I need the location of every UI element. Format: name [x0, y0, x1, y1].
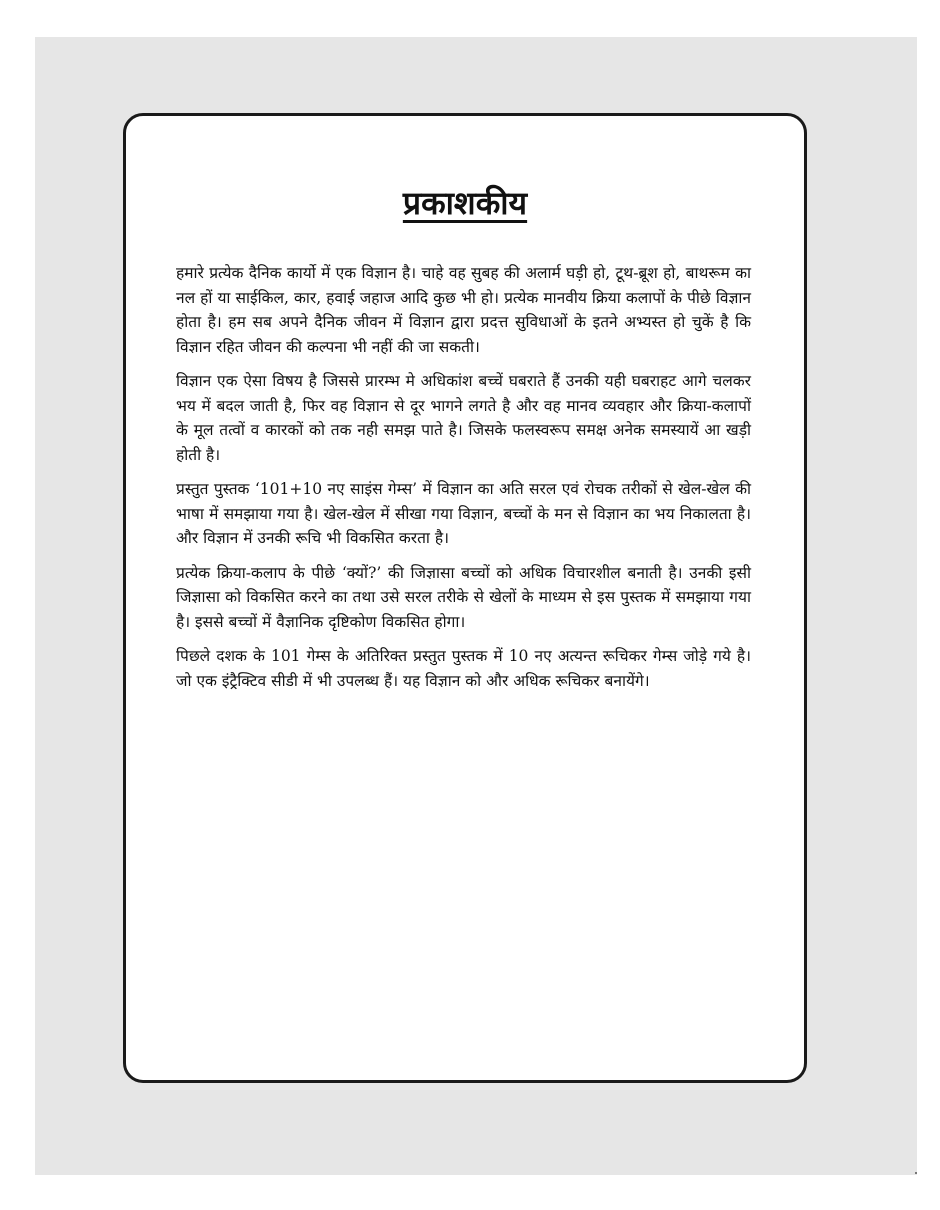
page-frame — [123, 113, 807, 1083]
paragraph-1: हमारे प्रत्येक दैनिक कार्यो में एक विज्ञान है। चाहे वह सुबह की अलार्म घड़ी हो, टूथ-ब्रूश हो, बाथरूम का नल हों या साईकिल, कार, हवाई जहाज आदि कुछ भी हो। प्रत्येक मानवीय क्रिया कलापों के पीछे विज्ञान होता है। हम सब अपने दैनिक जीवन में विज्ञान द्वारा प्रदत्त सुविधाओं के इतने अभ्यस्त हो चुकें है कि विज्ञान रहित जीवन की कल्पना भी नहीं की जा सकती। — [176, 264, 751, 356]
page-title-text: प्रकाशकीय — [402, 184, 528, 222]
paragraph-4: प्रत्येक क्रिया-कलाप के पीछे ‘क्यों?’ की जिज्ञासा बच्चों को अधिक विचारशील बनाती है। उनकी इसी जिज्ञासा को विकसित करने का तथा उसे सरल तरीके से खेलों के माध्यम से इस पुस्तक में समझाया गया है। इससे बच्चों में वैज्ञानिक दृष्टिकोण विकसित होगा। — [176, 563, 751, 631]
page-title — [126, 181, 804, 224]
paragraph-5: पिछले दशक के 101 गेम्स के अतिरिक्त प्रस्तुत पुस्तक में 10 नए अत्यन्त रूचिकर गेम्स जोड़े गये है। जो एक इंट्रैक्टिव सीडी में भी उपलब्ध हैं। यह विज्ञान को और अधिक रूचिकर बनायेंगे। — [176, 647, 751, 690]
paragraph-2: विज्ञान एक ऐसा विषय है जिससे प्रारम्भ मे अधिकांश बच्चें घबराते हैं उनकी यही घबराहट आगे चलकर भय में बदल जाती है, फिर वह विज्ञान से दूर भागने लगते है और वह मानव व्यवहार और क्रिया-कलापों के मूल तत्वों व कारकों को तक नही समझ पाते है। जिसके फलस्वरूप समक्ष अनेक समस्यायें आ खड़ी होती है। — [176, 372, 751, 464]
paragraph-3: प्रस्तुत पुस्तक ‘101+10 नए साइंस गेम्स’ में विज्ञान का अति सरल एवं रोचक तरीकों से खेल-खेल की भाषा में समझाया गया है। खेल-खेल में सीखा गया विज्ञान, बच्चों के मन से विज्ञान का भय निकालता है। और विज्ञान में उनकी रूचि भी विकसित करता है। — [176, 480, 751, 547]
scan-dot — [915, 1172, 917, 1174]
body-text — [176, 261, 751, 703]
